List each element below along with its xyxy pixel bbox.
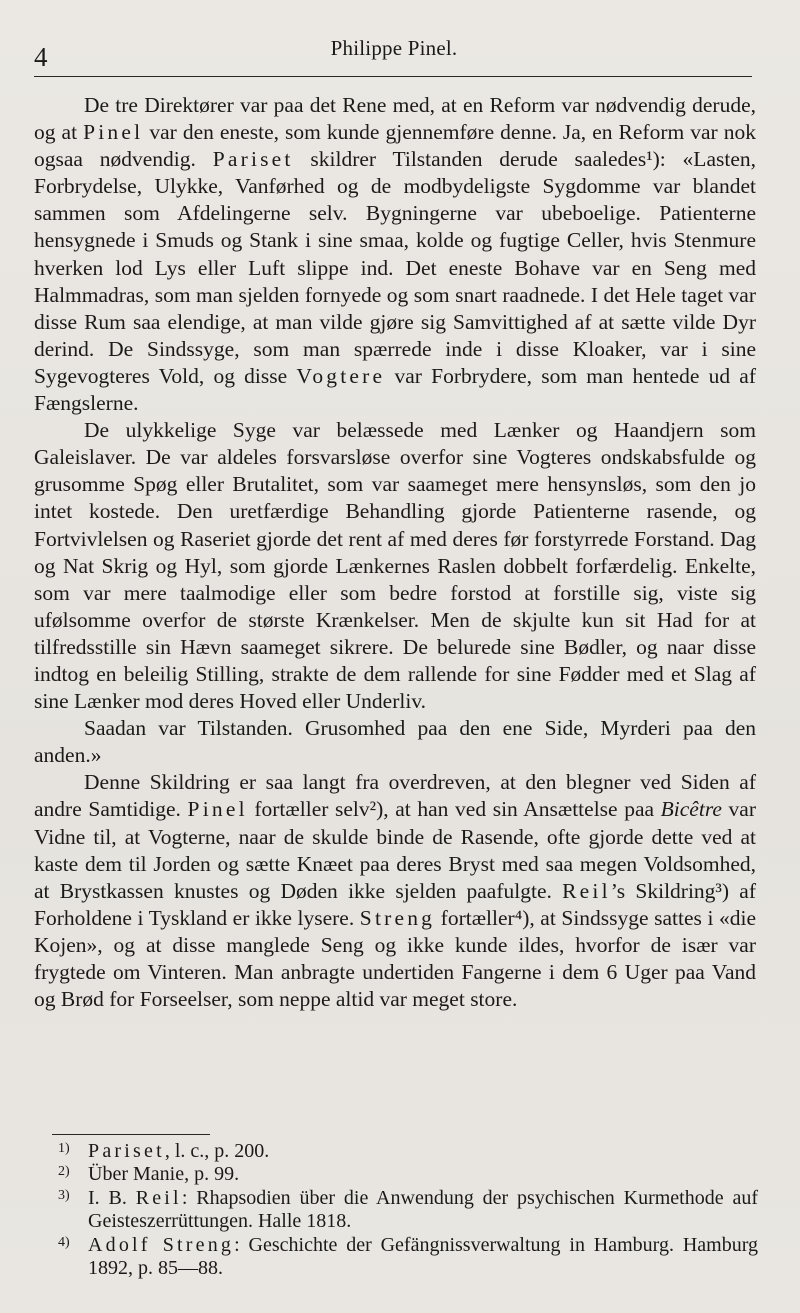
footnote-mark: 2) [58, 1164, 70, 1180]
running-head: Philippe Pinel. [330, 36, 458, 60]
text-run: De tre Direktører var paa det Rene med, at en Reform var nødvendig derude, og at [34, 93, 756, 145]
footnote [58, 1234, 758, 1281]
footnote-text [88, 1234, 758, 1281]
footnote-rule [52, 1134, 210, 1135]
paragraph [34, 715, 756, 769]
text-run: fortæller⁴), at Sindssyge sattes i «die Kojen», og at disse manglede Seng og ikke kunde ildes, hvorfor de især var frygtede om Vinteren. Man anbragte undertiden Fangerne i dem 6 Uger paa Vand og Brød for Forseelser, som neppe altid var meget store. [34, 905, 756, 1012]
spaced-name: Pinel [83, 120, 144, 145]
text-run: Denne Skildring er saa langt fra overdreven, at den blegner ved Siden af andre Samtidige. [34, 770, 756, 822]
page-number: 4 [34, 42, 48, 72]
spaced-name: Reil [562, 878, 611, 903]
spaced-name: Streng [359, 905, 436, 930]
text-run: : Geschichte der Gefängnissverwaltung in Hamburg. Hamburg 1892, p. 85—88. [88, 1233, 758, 1280]
paragraph [34, 92, 756, 417]
spaced-name: Pariset [212, 147, 294, 172]
spaced-name: Vogtere [296, 363, 386, 388]
footnote [58, 1163, 758, 1186]
italic-text: Bicêtre [660, 797, 722, 822]
text-run: ’s Skildring³) af Forholdene i Tyskland er ikke lysere. [34, 878, 756, 930]
paragraph [34, 769, 756, 1013]
text-run: var Vidne til, at Vogterne, naar de skulde binde de Rasende, ofte gjorde dette ved at kaste dem til Jorden og sætte Knæet paa deres Bryst med saa megen Voldsomhed, at Brystkassen knustes og Døden ikke sjelden paafulgte. [34, 797, 757, 903]
body-text [34, 92, 756, 1013]
footnote [58, 1187, 758, 1234]
text-run: fortæller selv²), at han ved sin Ansættelse paa [247, 797, 661, 822]
spaced-name: Pinel [187, 797, 248, 822]
header-rule [34, 76, 752, 77]
text-run: skildrer Tilstanden derude saaledes¹): «Lasten, Forbrydelse, Ulykke, Vanførhed og de modbydeligste Sygdomme var blandet sammen som Afdelingerne selv. Bygningerne var ubeboelige. Patienterne hensygnede i Smuds og Stank i sine smaa, kolde og fugtige Celler, hvis Stenmure hverken lod Lys eller Luft slippe ind. Det eneste Bohave var en Seng med Halmmadras, som man sjelden fornyede og som snart raadnede. I det Hele taget var disse Rum saa elendige, at man vilde gjøre sig Samvittighed af at sætte vilde Dyr derind. De Sindssyge, som man spærrede inde i disse Kloaker, var i sine Sygevogteres Vold, og disse [34, 147, 756, 388]
footnote-text [88, 1140, 758, 1163]
text-run: , l. c., p. 200. [164, 1140, 270, 1162]
page-header [34, 28, 754, 78]
footnote-text [88, 1163, 758, 1186]
text-run: var Forbrydere, som man hentede ud af Fængslerne. [34, 363, 756, 416]
footnote-mark: 3) [58, 1187, 70, 1203]
spaced-name: Adolf Streng [88, 1233, 235, 1256]
footnote-text [88, 1187, 758, 1234]
text-run: Über Manie, p. 99. [88, 1163, 240, 1186]
spaced-name: Pariset [88, 1140, 165, 1162]
footnotes [58, 1140, 758, 1280]
text-run: De ulykkelige Syge var belæssede med Lænker og Haandjern som Galeislaver. De var aldeles forsvarsløse overfor sine Vogteres ondskabsfulde og grusomme Spøg eller Brutalitet, som var saameget mere hensynsløs, som den jo intet kostede. Den uretfærdige Behandling gjorde Patienterne rasende, og Fortvivlelsen og Raseriet gjorde det rent af med deres før forstyrrede Forstand. Dag og Nat Skrig og Hyl, som gjorde Lænkernes Raslen dobbelt forfærdelig. Enkelte, som var mere taalmodige eller som bedre forstod at forstille sig, viste sig ufølsomme overfor de største Krænkelser. Men de skjulte kun sit Had for at tilfredsstille sin Hævn saameget sikrere. De belurede sine Bødler, og naar disse indtog en beleilig Stilling, strakte de dem rallende for sine Fødder med et Slag af sine Lænker mod deres Hoved eller Underliv. [34, 418, 756, 714]
footnote-mark: 1) [58, 1141, 70, 1156]
footnote-mark: 4) [58, 1234, 70, 1250]
paragraph [34, 417, 756, 715]
footnote [58, 1140, 758, 1163]
text-run: var den eneste, som kunde gjennemføre denne. Ja, en Reform var nok ogsaa nødvendig. [34, 120, 756, 172]
spaced-name: Reil [135, 1186, 182, 1209]
text-run: : Rhapsodien über die Anwendung der psychischen Kurmethode auf Geisteszerrüttungen. Halle 1818. [88, 1186, 758, 1233]
text-run: I. B. [88, 1186, 136, 1209]
text-run: Saadan var Tilstanden. Grusomhed paa den ene Side, Myrderi paa den anden.» [34, 716, 756, 768]
